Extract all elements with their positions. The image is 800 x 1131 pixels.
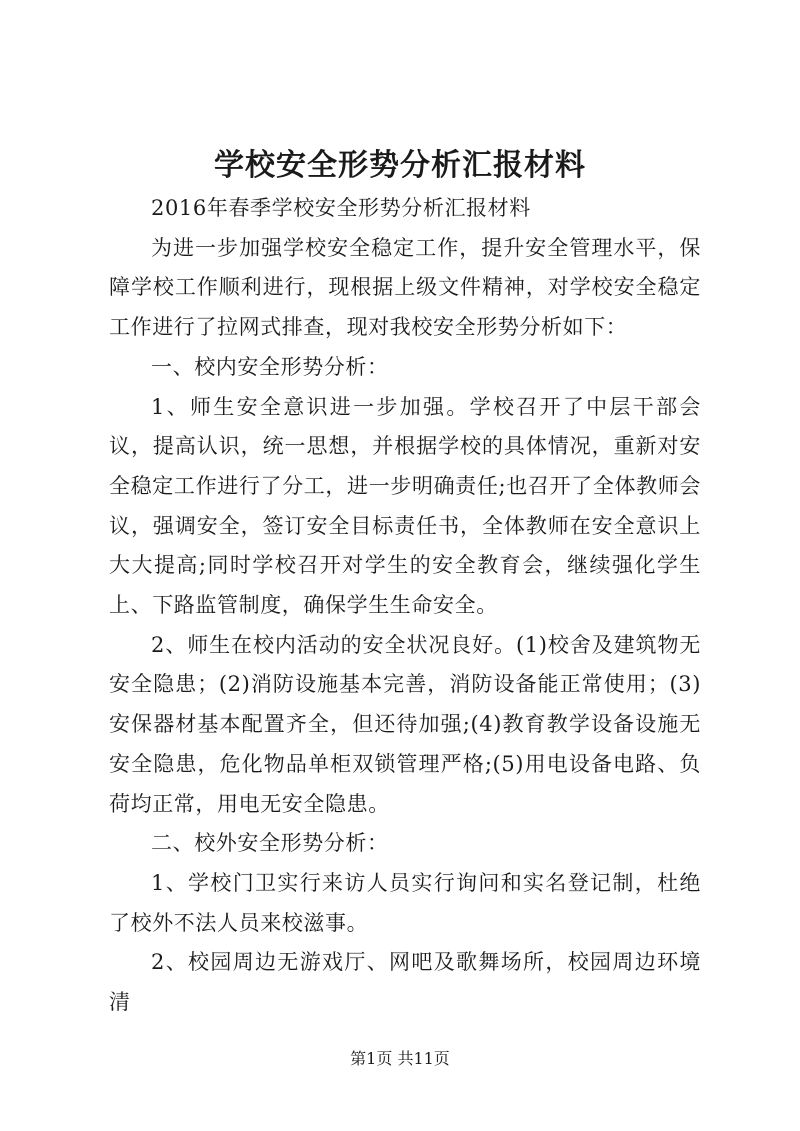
page-footer: 第1页 共11页	[350, 1049, 450, 1068]
intro-paragraph: 为进一步加强学校安全稳定工作，提升安全管理水平，保障学校工作顺利进行，现根据上级文件精神，对学校安全稳定工作进行了拉网式排查，现对我校安全形势分析如下：	[109, 235, 701, 340]
section-heading-internal: 一、校内安全形势分析：	[151, 354, 389, 379]
internal-item-1-paragraph: 1、师生安全意识进一步加强。学校召开了中层干部会议，提高认识，统一思想，并根据学校的具体情况，重新对安全稳定工作进行了分工，进一步明确责任;也召开了全体教师会议，强调安全，签订安全目标责任书，全体教师在安全意识上大大提高;同时学校召开对学生的安全教育会，继续强化学生上、下路监管制度，确保学生生命安全。	[109, 394, 701, 618]
internal-item-2-paragraph: 2、师生在校内活动的安全状况良好。(1)校舍及建筑物无安全隐患；(2)消防设施基本完善，消防设备能正常使用；(3)安保器材基本配置齐全，但还待加强;(4)教育教学设备设施无安全隐患，危化物品单柜双锁管理严格;(5)用电设备电路、负荷均正常，用电无安全隐患。	[109, 632, 701, 816]
document-title: 学校安全形势分析汇报材料	[214, 148, 586, 183]
subtitle-paragraph: 2016年春季学校安全形势分析汇报材料	[151, 196, 531, 220]
document-body	[109, 189, 701, 1023]
section-heading-external: 二、校外安全形势分析：	[151, 831, 389, 856]
external-item-2-paragraph: 2、校园周边无游戏厅、网吧及歌舞场所，校园周边环境清	[109, 950, 701, 1015]
external-item-1-paragraph: 1、学校门卫实行来访人员实行询问和实名登记制，杜绝了校外不法人员来校滋事。	[109, 870, 701, 935]
